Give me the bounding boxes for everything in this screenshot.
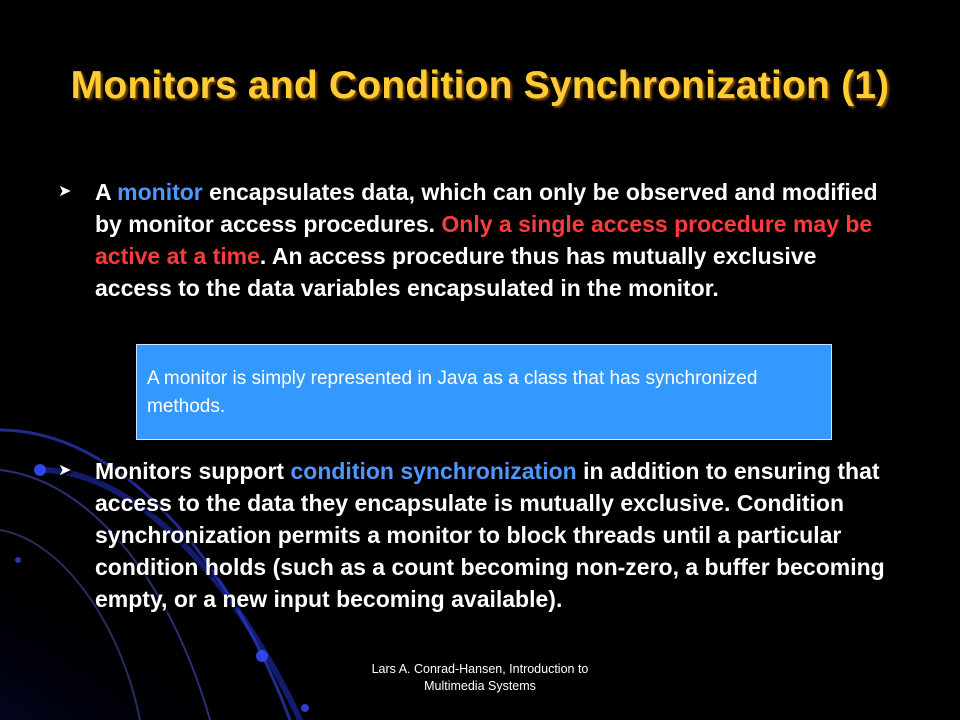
bullet-text: Monitors support condition synchronization in addition to ensuring that access to the data they encapsulate is mutually exclusive. Condition synchronization permits a monitor to block threads until a particular condition holds (such as a count becoming non-zero, a buffer becoming empty, or a new input becoming available). xyxy=(95,458,885,612)
bullet-item xyxy=(58,455,898,615)
footer-line: Multimedia Systems xyxy=(424,679,536,693)
arrowhead-icon: ➤ xyxy=(58,183,72,200)
callout-box: A monitor is simply represented in Java as a class that has synchronized methods. xyxy=(136,344,832,440)
slide-title: Monitors and Condition Synchronization (1) xyxy=(70,64,890,107)
emphasis-text: Only a single access procedure may be active at a time xyxy=(95,211,873,269)
bullet-item xyxy=(58,176,898,304)
footer-line: Lars A. Conrad-Hansen, Introduction to xyxy=(371,662,589,676)
bullet-text: A monitor encapsulates data, which can only be observed and modified by monitor access procedures. Only a single access procedure may be active at a time. An access procedure thus has mutually exclusive access to the data variables encapsulated in the monitor. xyxy=(95,179,878,301)
term-highlight: condition synchronization xyxy=(290,458,577,484)
arrowhead-icon: ➤ xyxy=(58,462,72,479)
footer xyxy=(330,661,630,695)
term-highlight: monitor xyxy=(117,179,203,205)
